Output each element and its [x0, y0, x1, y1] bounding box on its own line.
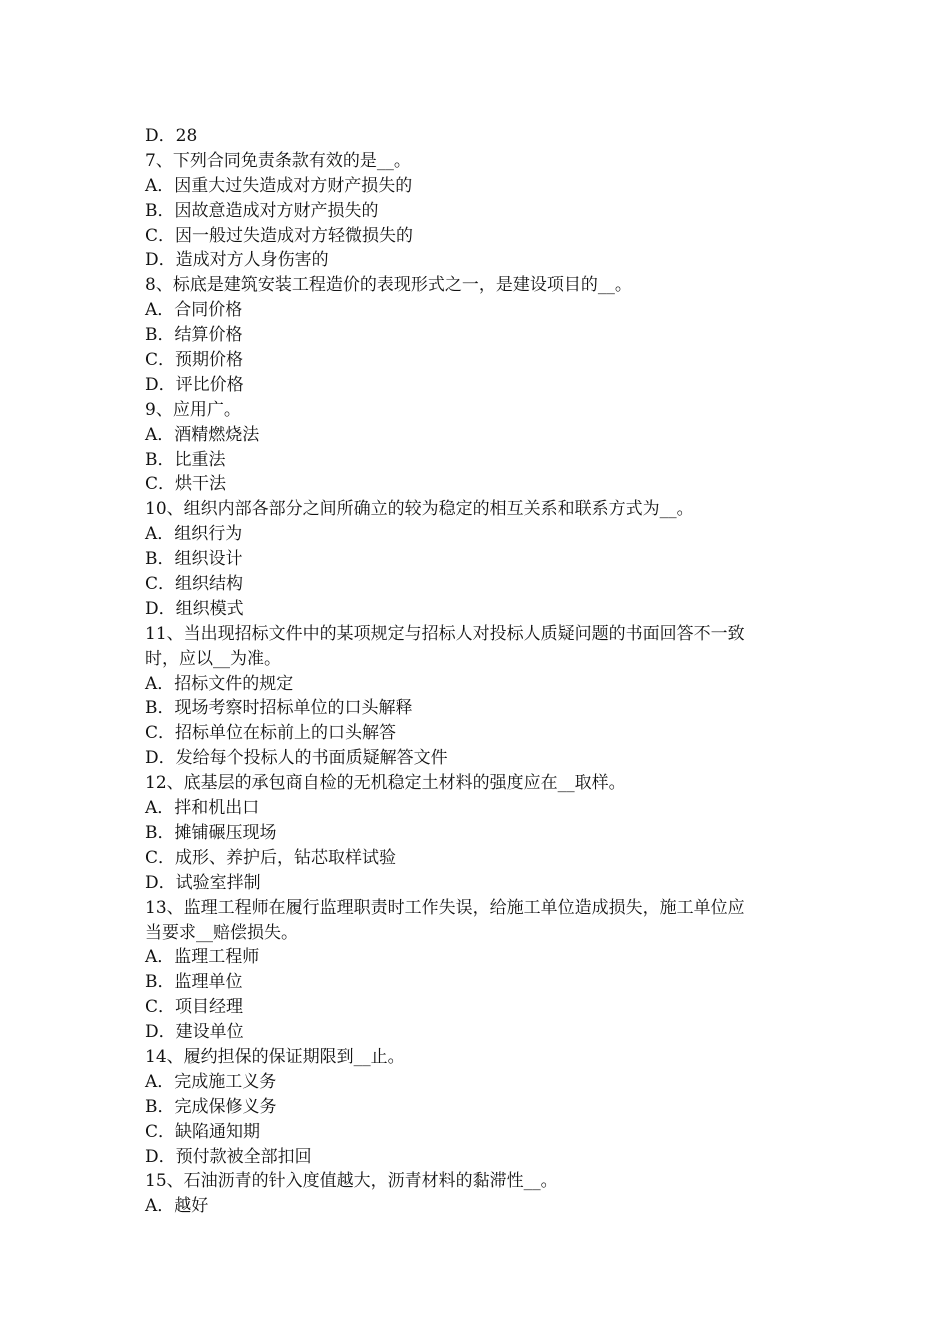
option-c-line: C．组织结构: [145, 574, 244, 595]
question-14: 14、履约担保的保证期限到__止。: [145, 1046, 405, 1067]
question-10: 10、组织内部各部分之间所确立的较为稳定的相互关系和联系方式为__。: [145, 499, 694, 520]
option-c-line: C．烘干法: [145, 474, 227, 495]
option-b-line: B．完成保修义务: [145, 1096, 277, 1117]
option-a-line: A．拌和机出口: [145, 798, 260, 819]
question-11-continued: 时，应以__为准。: [145, 648, 281, 669]
question-8: 8、标底是建筑安装工程造价的表现形式之一，是建设项目的__。: [145, 275, 632, 296]
option-b-line: B．现场考察时招标单位的口头解释: [145, 698, 413, 719]
question-7: 7、下列合同免责条款有效的是__。: [145, 150, 411, 171]
question-13-continued: 当要求__赔偿损失。: [145, 922, 298, 943]
option-a-line: A．组织行为: [145, 524, 243, 545]
option-b-line: B．比重法: [145, 449, 226, 470]
option-a-line: A．酒精燃烧法: [145, 424, 260, 445]
option-c-line: C．招标单位在标前上的口头解答: [145, 723, 397, 744]
option-d-line: D．试验室拌制: [145, 872, 261, 893]
option-c-line: C．项目经理: [145, 997, 244, 1018]
option-d-line: D．28: [145, 126, 198, 146]
option-a-line: A．合同价格: [145, 300, 243, 321]
question-12: 12、底基层的承包商自检的无机稳定土材料的强度应在__取样。: [145, 773, 626, 794]
question-9: 9、应用广。: [145, 399, 241, 420]
document-body: [145, 124, 825, 1219]
option-c-line: C．缺陷通知期: [145, 1121, 261, 1142]
option-a-line: A．越好: [145, 1196, 209, 1217]
option-d-line: D．预付款被全部扣回: [145, 1146, 312, 1167]
option-b-line: B．监理单位: [145, 972, 243, 993]
option-b-line: B．结算价格: [145, 325, 243, 346]
option-c-line: C．预期价格: [145, 350, 244, 371]
option-b-line: B．因故意造成对方财产损失的: [145, 200, 379, 221]
option-a-line: A．招标文件的规定: [145, 673, 294, 694]
option-c-line: C．成形、养护后，钻芯取样试验: [145, 847, 397, 868]
option-b-line: B．摊铺碾压现场: [145, 822, 277, 843]
question-15: 15、石油沥青的针入度值越大，沥青材料的黏滞性__。: [145, 1171, 558, 1192]
option-a-line: A．监理工程师: [145, 947, 260, 968]
option-d-line: D．组织模式: [145, 598, 244, 619]
option-c-line: C．因一般过失造成对方轻微损失的: [145, 225, 414, 246]
option-b-line: B．组织设计: [145, 549, 243, 570]
option-d-line: D．造成对方人身伤害的: [145, 250, 329, 271]
option-d-line: D．发给每个投标人的书面质疑解答文件: [145, 748, 448, 769]
option-d-line: D．评比价格: [145, 374, 244, 395]
question-11: 11、当出现招标文件中的某项规定与招标人对投标人质疑问题的书面回答不一致: [145, 623, 745, 644]
option-a-line: A．完成施工义务: [145, 1071, 277, 1092]
option-a-line: A．因重大过失造成对方财产损失的: [145, 175, 413, 196]
option-d-line: D．建设单位: [145, 1022, 244, 1043]
question-13: 13、监理工程师在履行监理职责时工作失误，给施工单位造成损失，施工单位应: [145, 897, 745, 918]
